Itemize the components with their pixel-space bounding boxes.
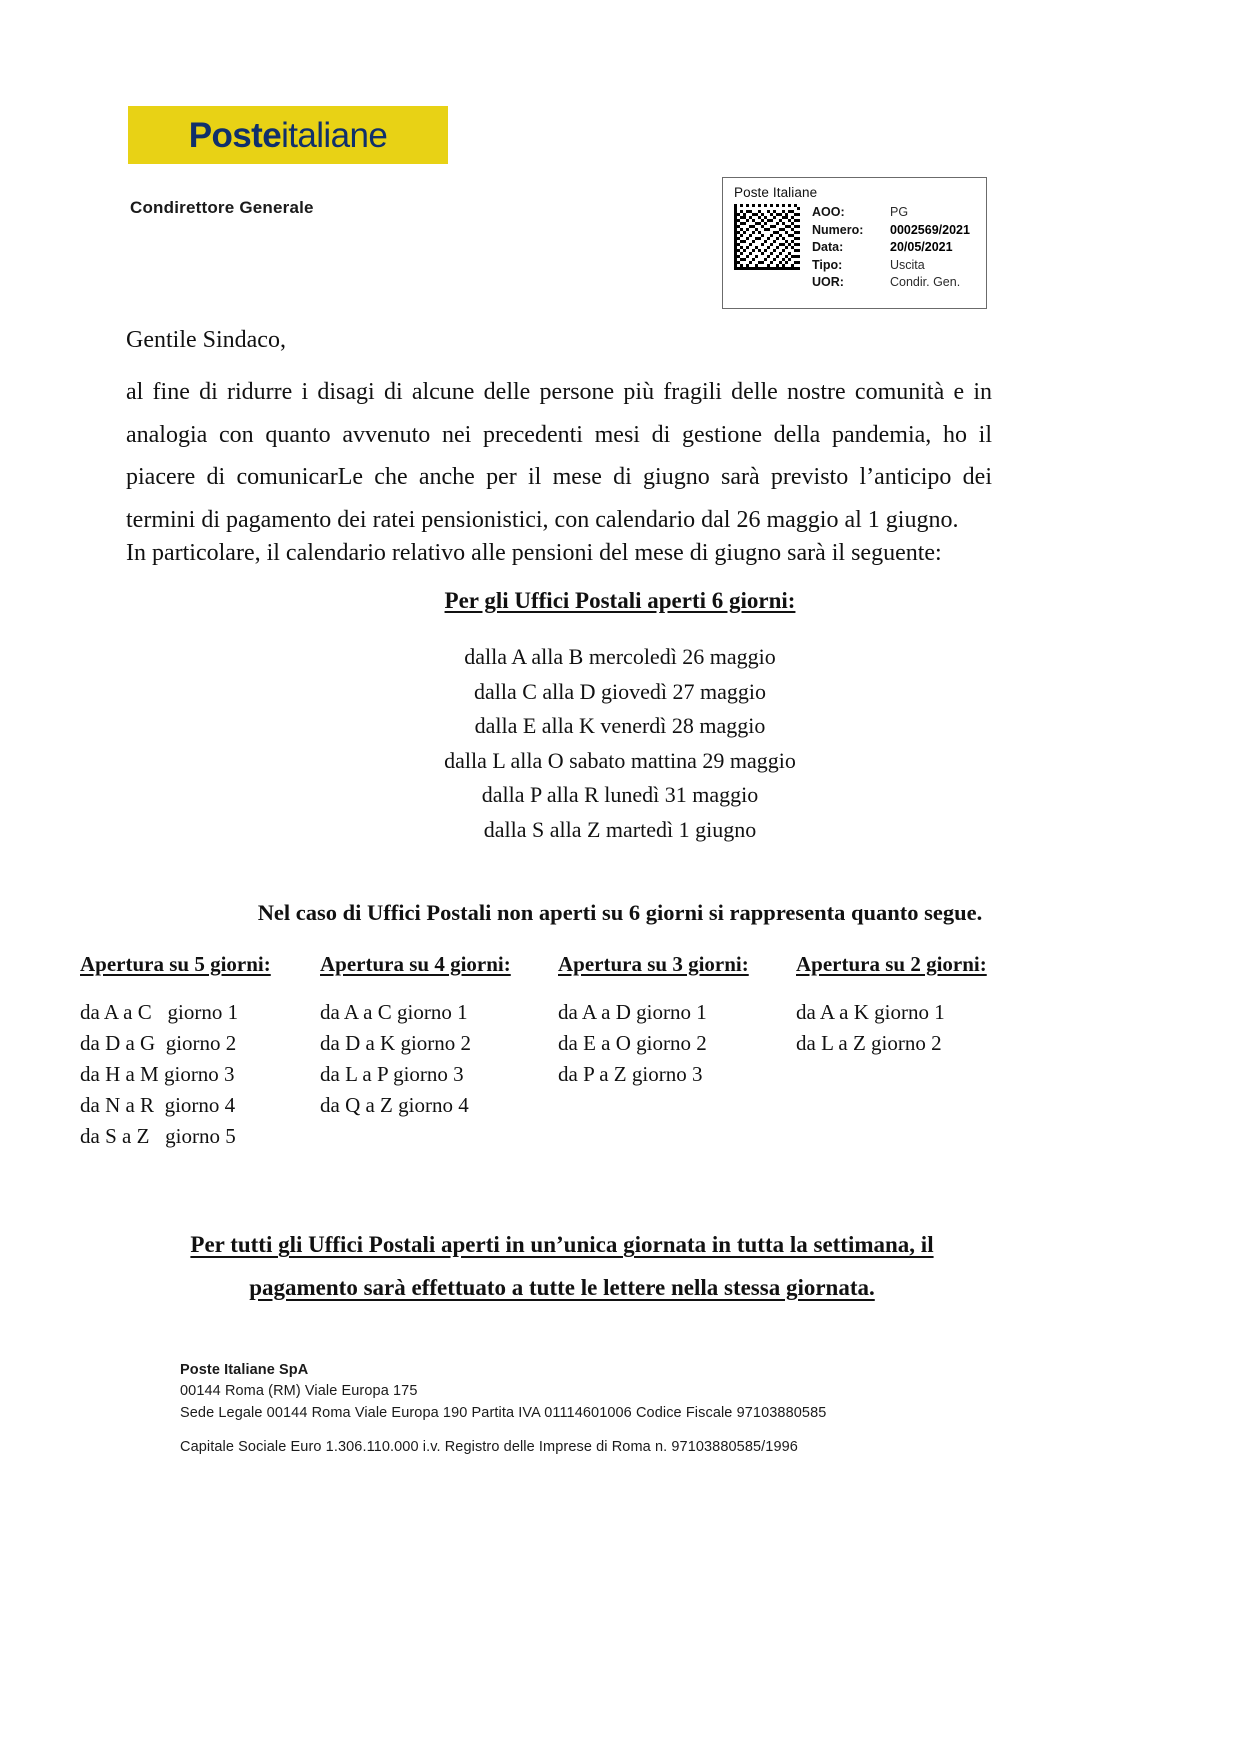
logo-wordmark [188, 115, 388, 155]
stamp-body [734, 204, 977, 291]
stamp-label-uor: UOR: [812, 275, 844, 289]
column-heading: Apertura su 4 giorni: [320, 952, 511, 976]
stamp-label-tipo: Tipo: [812, 257, 843, 272]
stamp-fields [812, 204, 970, 291]
column-row: da H a M giorno 3 [80, 1062, 235, 1087]
final-notice-line-2: pagamento sarà effettuato a tutte le lettere nella stessa giornata. [249, 1274, 875, 1300]
footer-company-name: Poste Italiane SpA [180, 1362, 309, 1378]
column-row: da L a P giorno 3 [320, 1062, 464, 1087]
column-row: da P a Z giorno 3 [558, 1062, 703, 1087]
calendar-item: dalla P alla R lunedì 31 maggio [481, 782, 759, 808]
column-row: da S a Z giorno 5 [80, 1124, 236, 1149]
column-row: da A a K giorno 1 [796, 1000, 945, 1024]
calendar-item: dalla L alla O sabato mattina 29 maggio [444, 747, 796, 773]
heading-uffici-6-giorni: Per gli Uffici Postali aperti 6 giorni: [444, 588, 796, 613]
body-paragraph-1: al fine di ridurre i disagi di alcune delle persone più fragili delle nostre comunità e in analogia con quanto avvenuto nei precedenti mesi di gestione della pandemia, ho il piacere di comunicarLe che anche per il mese di giugno sarà previsto l’anticipo dei termini di pagamento dei ratei pensionistici, con calendario dal 26 maggio al 1 giugno. [126, 379, 992, 534]
apertura-column-5-giorni [80, 952, 320, 1152]
heading-non-sei-giorni: Nel caso di Uffici Postali non aperti su 6 giorni si rappresenta quanto segue. [257, 900, 983, 925]
column-row: da A a C giorno 1 [80, 1000, 239, 1024]
logo-light-text: italiane [281, 115, 388, 155]
column-row: da D a K giorno 2 [320, 1031, 472, 1056]
apertura-column-4-giorni [320, 952, 558, 1152]
final-notice-line-1: Per tutti gli Uffici Postali aperti in un’unica giornata in tutta la settimana, il [190, 1232, 934, 1257]
calendar-item: dalla E alla K venerdì 28 maggio [474, 713, 766, 739]
logo-bold-text: Poste [188, 115, 282, 155]
column-heading: Apertura su 3 giorni: [558, 952, 749, 976]
stamp-value-data: 20/05/2021 [890, 240, 953, 254]
column-row: da E a O giorno 2 [558, 1031, 707, 1056]
poste-italiane-logo [128, 106, 448, 164]
calendar-item: dalla S alla Z martedì 1 giugno [483, 816, 757, 842]
footer [180, 1362, 826, 1455]
stamp-value-numero: 0002569/2021 [890, 222, 970, 237]
stamp-label-data: Data: [812, 240, 844, 254]
final-notice [122, 1224, 1002, 1309]
column-row: da A a D giorno 1 [558, 1000, 707, 1024]
salutation: Gentile Sindaco, [126, 327, 286, 353]
column-row: da A a C giorno 1 [320, 1000, 468, 1024]
protocol-stamp [722, 177, 987, 309]
body-paragraph-2: In particolare, il calendario relativo alle pensioni del mese di giugno sarà il seguente: [126, 540, 942, 566]
stamp-value-uor: Condir. Gen. [890, 275, 961, 289]
stamp-label-numero: Numero: [812, 222, 864, 237]
calendar-item: dalla C alla D giovedì 27 maggio [473, 678, 767, 704]
column-row: da Q a Z giorno 4 [320, 1093, 469, 1118]
stamp-value-tipo: Uscita [890, 257, 925, 272]
calendar-list-6-giorni [0, 640, 1240, 847]
column-heading: Apertura su 2 giorni: [796, 952, 987, 976]
footer-capital-info: Capitale Sociale Euro 1.306.110.000 i.v. Registro delle Imprese di Roma n. 97103880585/1996 [180, 1438, 798, 1455]
column-row: da D a G giorno 2 [80, 1031, 237, 1056]
column-row: da L a Z giorno 2 [796, 1031, 942, 1056]
calendar-item: dalla A alla B mercoledì 26 maggio [464, 644, 776, 669]
footer-legal-info: Sede Legale 00144 Roma Viale Europa 190 Partita IVA 01114601006 Codice Fiscale 97103880585 [180, 1404, 827, 1421]
footer-address: 00144 Roma (RM) Viale Europa 175 [180, 1383, 418, 1399]
stamp-label-aoo: AOO: [812, 205, 845, 219]
column-row: da N a R giorno 4 [80, 1093, 236, 1118]
column-heading: Apertura su 5 giorni: [80, 952, 271, 976]
apertura-column-3-giorni [558, 952, 796, 1152]
stamp-value-aoo: PG [890, 205, 909, 219]
sender-role: Condirettore Generale [130, 198, 314, 217]
stamp-title: Poste Italiane [734, 185, 818, 200]
apertura-column-2-giorni [796, 952, 1036, 1152]
datamatrix-code-icon [734, 204, 800, 270]
apertura-columns [80, 952, 1160, 1152]
